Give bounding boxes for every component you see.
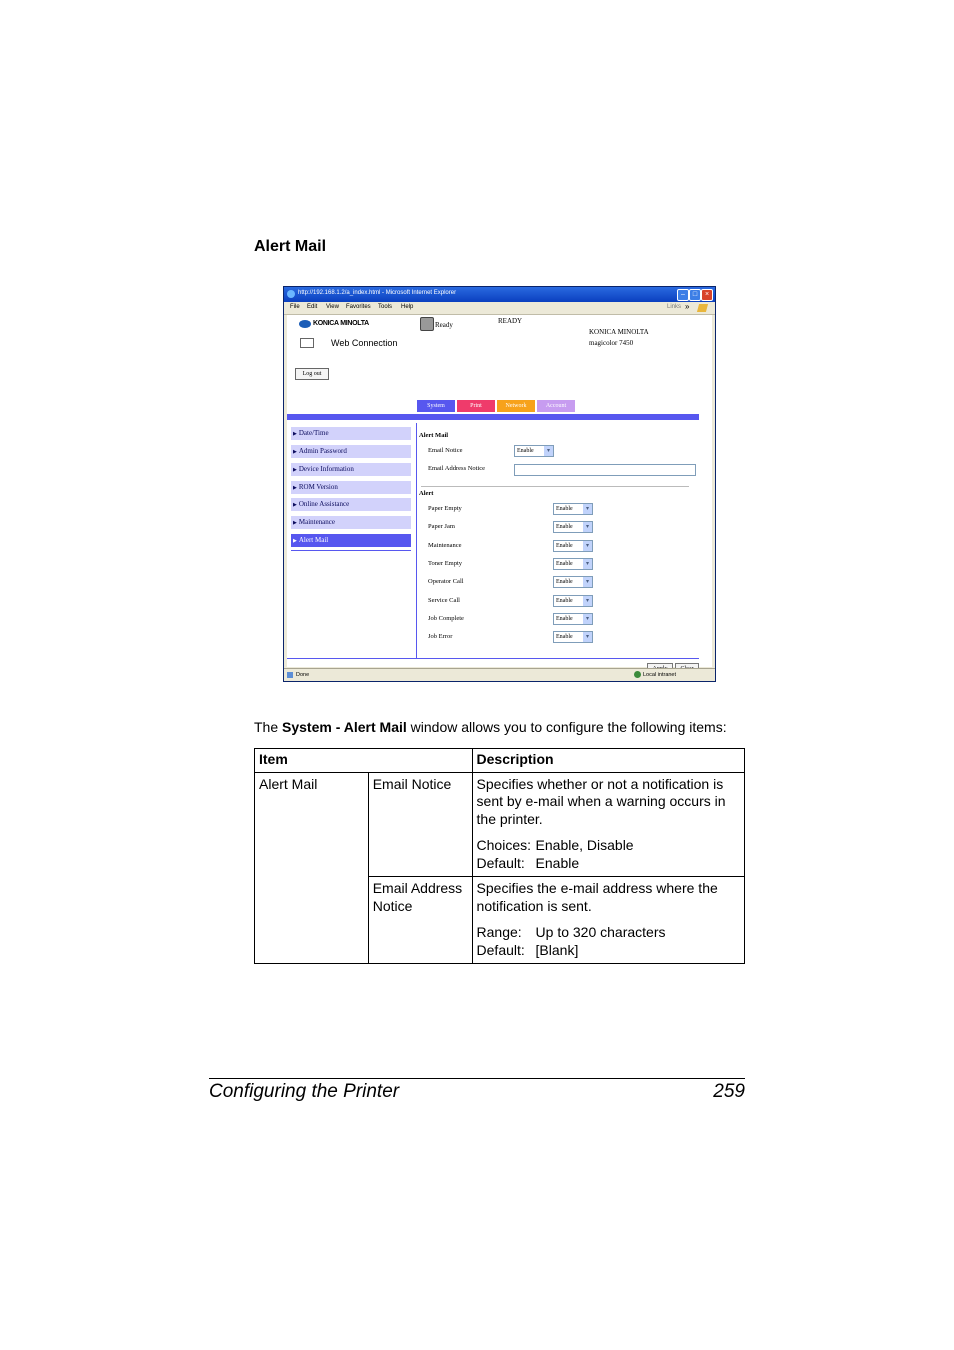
browser-window (283, 286, 716, 682)
menu-bar (284, 302, 715, 315)
sidebar-item-rom-version[interactable] (291, 481, 411, 494)
sidebar-item-label: Maintenance (298, 518, 336, 526)
select-value: Enable (517, 448, 534, 454)
chevron-down-icon: ▾ (583, 504, 592, 514)
sidebar-item-label: Device Information (298, 465, 354, 473)
chevron-down-icon: ▾ (544, 446, 553, 456)
description-table (254, 748, 745, 964)
page-viewport (287, 315, 712, 667)
chevron-right-icon[interactable]: » (685, 302, 690, 311)
triangle-right-icon: ▶ (293, 539, 297, 544)
key-label: Range: (476, 924, 522, 940)
chevron-down-icon: ▾ (583, 541, 592, 551)
alert-label-toner-empty: Toner Empty (428, 560, 463, 567)
sidebar-divider (291, 550, 411, 551)
status-bar (284, 668, 715, 682)
email-notice-select[interactable] (514, 445, 554, 457)
triangle-right-icon: ▶ (293, 468, 297, 473)
alert-select-toner-empty[interactable] (553, 558, 593, 570)
form-divider (421, 486, 689, 487)
table-row (255, 772, 745, 877)
alert-select-paper-jam[interactable] (553, 521, 593, 533)
item-cell: Email Notice (368, 772, 472, 877)
chevron-down-icon: ▾ (583, 632, 592, 642)
alert-select-job-complete[interactable] (553, 613, 593, 625)
chevron-down-icon: ▾ (583, 596, 592, 606)
chevron-down-icon: ▾ (583, 559, 592, 569)
chevron-down-icon: ▾ (583, 577, 592, 587)
key-label: Choices: (476, 837, 531, 853)
description-text: Specifies whether or not a notification is sent by e-mail when a warning occurs in the printer. (476, 775, 726, 827)
select-value: Enable (556, 543, 573, 549)
key-label: Default: (476, 941, 525, 958)
tab-network[interactable]: Network (497, 400, 535, 412)
footer-title: Configuring the Printer (209, 1081, 400, 1102)
menu-favorites[interactable]: Favorites (346, 304, 371, 310)
triangle-right-icon: ▶ (293, 486, 297, 491)
alert-label-paper-empty: Paper Empty (428, 505, 462, 512)
sidebar-item-label: Online Assistance (298, 500, 350, 508)
intro-text: window allows you to configure the following items: (406, 719, 727, 735)
ie-icon (287, 290, 295, 298)
triangle-right-icon: ▶ (293, 503, 297, 508)
key-value: [Blank] (535, 941, 579, 958)
menu-tools[interactable]: Tools (378, 304, 393, 310)
printer-model: magicolor 7450 (589, 339, 634, 347)
page-number: 259 (713, 1081, 745, 1102)
minimize-icon[interactable]: – (677, 289, 689, 301)
intranet-icon (634, 671, 641, 678)
printer-icon (420, 317, 434, 331)
windows-flag-icon (697, 304, 708, 312)
alert-label-service-call: Service Call (428, 597, 460, 604)
konica-logo-icon (299, 320, 311, 328)
email-address-label: Email Address Notice (428, 465, 486, 472)
status-text: Done (296, 672, 310, 678)
sidebar-item-label: ROM Version (298, 483, 338, 491)
printer-brand: KONICA MINOLTA (589, 328, 649, 336)
form-heading: Alert Mail (419, 432, 449, 439)
alert-select-paper-empty[interactable] (553, 503, 593, 515)
intro-bold: System - Alert Mail (282, 719, 407, 735)
alert-heading: Alert (419, 490, 434, 497)
alert-select-maintenance[interactable] (553, 540, 593, 552)
sidebar-item-label: Alert Mail (298, 536, 329, 544)
alert-label-job-complete: Job Complete (428, 615, 464, 622)
tab-account[interactable]: Account (537, 400, 575, 412)
sidebar-item-date-time[interactable] (291, 427, 411, 440)
close-icon[interactable]: × (701, 289, 713, 301)
choices-line (477, 837, 740, 855)
footer-divider (287, 658, 699, 659)
triangle-right-icon: ▶ (293, 432, 297, 437)
intro-text: The (254, 719, 283, 735)
window-title: http://192.168.1.2/a_index.html - Microsoft Internet Explorer (298, 290, 457, 296)
select-value: Enable (556, 616, 573, 622)
key-value: Enable, Disable (535, 837, 634, 853)
alert-label-paper-jam: Paper Jam (428, 523, 455, 530)
alert-select-service-call[interactable] (553, 595, 593, 607)
vertical-divider (416, 423, 417, 659)
chevron-down-icon: ▾ (583, 614, 592, 624)
tab-system[interactable]: System (417, 400, 455, 412)
intro-paragraph (254, 719, 727, 735)
item-cell: Email Address Notice (368, 877, 472, 964)
triangle-right-icon: ▶ (293, 521, 297, 526)
logout-button[interactable]: Log out (295, 368, 329, 380)
ready-icon-label: Ready (435, 321, 453, 329)
sidebar-item-device-information[interactable] (291, 463, 411, 476)
brand-logo: KONICA MINOLTA (313, 320, 369, 327)
status-ready: READY (498, 317, 523, 325)
tab-underline-bar (287, 414, 699, 420)
menu-help[interactable]: Help (401, 304, 414, 310)
sidebar-item-label: Admin Password (298, 447, 347, 455)
zone-text: Local intranet (643, 672, 677, 678)
default-line (477, 855, 740, 873)
product-name: Web Connection (331, 338, 398, 348)
alert-label-maintenance: Maintenance (428, 542, 462, 549)
menu-view[interactable]: View (326, 304, 339, 310)
select-value: Enable (556, 598, 573, 604)
menu-edit[interactable]: Edit (307, 304, 318, 310)
triangle-right-icon: ▶ (293, 450, 297, 455)
chevron-down-icon: ▾ (583, 522, 592, 532)
sidebar-item-maintenance[interactable] (291, 516, 411, 529)
select-value: Enable (556, 579, 573, 585)
key-value: Enable (535, 854, 580, 871)
links-label[interactable]: Links (667, 304, 682, 310)
key-value: Up to 320 characters (535, 924, 666, 940)
alert-label-operator-call: Operator Call (428, 578, 464, 585)
default-line (477, 942, 740, 960)
tab-print[interactable]: Print (457, 400, 495, 412)
select-value: Enable (556, 634, 573, 640)
table-header-row (255, 749, 745, 773)
description-text: Specifies the e-mail address where the notification is sent. (476, 880, 718, 914)
group-cell: Alert Mail (255, 772, 369, 964)
range-line (477, 924, 740, 942)
sidebar-item-admin-password[interactable] (291, 445, 411, 458)
key-label: Default: (476, 854, 525, 871)
select-value: Enable (556, 524, 573, 530)
alert-select-operator-call[interactable] (553, 576, 593, 588)
sidebar-item-alert-mail[interactable] (291, 534, 411, 547)
footer-rule (209, 1078, 745, 1079)
section-title: Alert Mail (254, 238, 327, 255)
maximize-icon[interactable]: □ (689, 289, 701, 301)
sidebar-item-label: Date/Time (298, 429, 329, 437)
alert-select-job-error[interactable] (553, 631, 593, 643)
page-icon (287, 672, 293, 678)
menu-file[interactable]: File (290, 304, 300, 310)
pagescope-icon (300, 338, 314, 348)
email-notice-label: Email Notice (428, 447, 463, 454)
header-item: Item (255, 749, 473, 773)
select-value: Enable (556, 561, 573, 567)
email-address-input[interactable] (514, 464, 696, 476)
alert-label-job-error: Job Error (428, 633, 453, 640)
description-cell (472, 772, 744, 877)
title-bar (284, 287, 715, 302)
select-value: Enable (556, 506, 573, 512)
description-cell (472, 877, 744, 964)
header-description: Description (472, 749, 744, 773)
sidebar-item-online-assistance[interactable] (291, 498, 411, 511)
